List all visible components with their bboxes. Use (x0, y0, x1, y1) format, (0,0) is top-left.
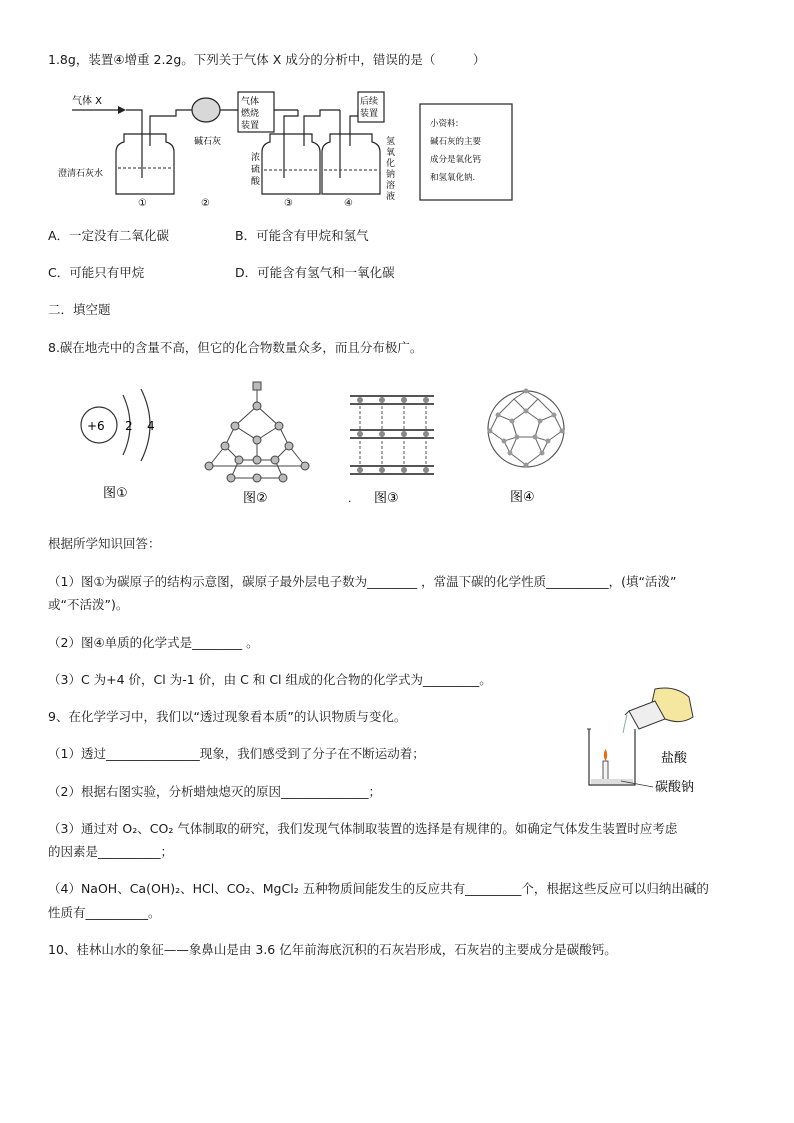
naoh-label-2: 氧 (386, 148, 396, 158)
question-9-part-3-line-1: （3）通过对 O₂、CO₂ 气体制取的研究，我们发现气体制取装置的选择是有规律的。如确定气体发生装置时应考虑 (48, 821, 678, 836)
shell-1-electrons: 2 (125, 419, 133, 433)
option-c: C．可能只有甲烷 (48, 265, 145, 280)
hydrochloric-acid-label: 盐酸 (661, 751, 688, 766)
followup-box-line2: 装置 (360, 109, 379, 119)
fig-1-caption: 图① (103, 486, 128, 501)
question-9-stem: 9、在化学学习中，我们以“透过现象看本质”的认识物质与变化。 (48, 709, 407, 724)
naoh-label-6: 液 (386, 192, 396, 202)
note-line-3: 成分是氧化钙 (430, 155, 482, 165)
fig-4-caption: 图④ (510, 490, 535, 505)
graphite-structure-figure (342, 382, 442, 510)
question-9-part-2: （2）根据右图实验，分析蜡烛熄灭的原因______________； (48, 784, 381, 799)
combustion-box-line2: 燃烧 (241, 109, 260, 119)
note-line-1: 小资料: (430, 119, 459, 129)
sodium-carbonate-label: 碳酸钠 (655, 780, 695, 795)
naoh-label-1: 氢 (386, 137, 396, 147)
fig-2-caption: 图② (243, 491, 268, 506)
conc-acid-bottle (262, 134, 320, 194)
combustion-box-line3: 装置 (241, 121, 260, 131)
apparatus-number-2: ② (201, 198, 210, 208)
question-9-part-4-line-2: 性质有__________。 (48, 905, 161, 920)
limewater-bottle (116, 134, 174, 194)
option-d: D．可能含有氢气和一氧化碳 (235, 265, 395, 280)
conc-acid-label-2: 硫 (251, 165, 261, 175)
c60-structure-figure (482, 385, 572, 510)
question-8-intro: 根据所学知识回答： (48, 536, 161, 551)
nucleus-charge: +6 (87, 419, 105, 433)
sodium-carbonate-powder (591, 779, 633, 784)
limewater-label: 澄清石灰水 (58, 169, 104, 179)
fig-3-caption: 图③ (374, 491, 399, 506)
question-9-part-3-line-2: 的因素是__________； (48, 844, 174, 859)
naoh-label-5: 溶 (386, 181, 396, 191)
diamond-structure-figure (195, 380, 320, 510)
soda-lime-label: 碱石灰 (194, 137, 222, 147)
note-line-4: 和氢氧化钠. (430, 173, 476, 183)
question-8-part-1-line-1: （1）图①为碳原子的结构示意图，碳原子最外层电子数为________ ，常温下碳的化学性质__________，(填“活泼” (48, 574, 677, 589)
option-a: A．一定没有二氧化碳 (48, 228, 170, 243)
soda-lime-tube (192, 98, 220, 122)
beaker (589, 729, 635, 785)
question-9-part-1: （1）透过_______________现象，我们感受到了分子在不断运动着； (48, 746, 425, 761)
question-8-part-2: （2）图④单质的化学式是________ 。 (48, 635, 259, 650)
carbon-atom-structure-figure (75, 385, 175, 510)
gas-x-label: 气体 X (72, 96, 103, 107)
question-8-part-3: （3）C 为+4 价，Cl 为-1 价，由 C 和 Cl 组成的化合物的化学式为_________。 (48, 672, 492, 687)
combustion-box-line1: 气体 (241, 97, 260, 107)
question-9-part-4-line-1: （4）NaOH、Ca(OH)₂、HCl、CO₂、MgCl₂ 五种物质间能发生的反应共有_________个，根据这些反应可以归纳出碱的 (48, 881, 709, 896)
option-b: B．可能含有甲烷和氢气 (235, 228, 369, 243)
svg-text:.: . (348, 492, 352, 505)
section-2-title: 二．填空题 (48, 302, 111, 317)
apparatus-number-4: ④ (344, 198, 353, 208)
question-7-stem-tail: 1.8g，装置④增重 2.2g。下列关于气体 X 成分的分析中，错误的是（ ） (48, 52, 486, 67)
naoh-label-3: 化 (386, 159, 396, 169)
conc-acid-label-3: 酸 (251, 177, 261, 187)
shell-2-electrons: 4 (147, 419, 155, 433)
followup-box-line1: 后续 (360, 97, 379, 107)
candle-beaker-figure (585, 683, 700, 795)
naoh-label-4: 钠 (386, 170, 396, 180)
conc-acid-label-1: 浓 (251, 153, 261, 163)
question-10-stem: 10、桂林山水的象征——象鼻山是由 3.6 亿年前海底沉积的石灰岩形成，石灰岩的主要成分是碳酸钙。 (48, 942, 617, 957)
question-8-part-1-line-2: 或“不活泼”)。 (48, 597, 129, 612)
apparatus-number-3: ③ (284, 198, 293, 208)
candle-flame (604, 749, 608, 761)
apparatus-number-1: ① (138, 198, 147, 208)
note-line-2: 碱石灰的主要 (430, 137, 482, 147)
naoh-bottle (322, 134, 380, 194)
question-8-stem: 8.碳在地壳中的含量不高，但它的化合物数量众多，而且分布极广。 (48, 340, 423, 355)
gas-analysis-apparatus-figure (58, 86, 520, 208)
